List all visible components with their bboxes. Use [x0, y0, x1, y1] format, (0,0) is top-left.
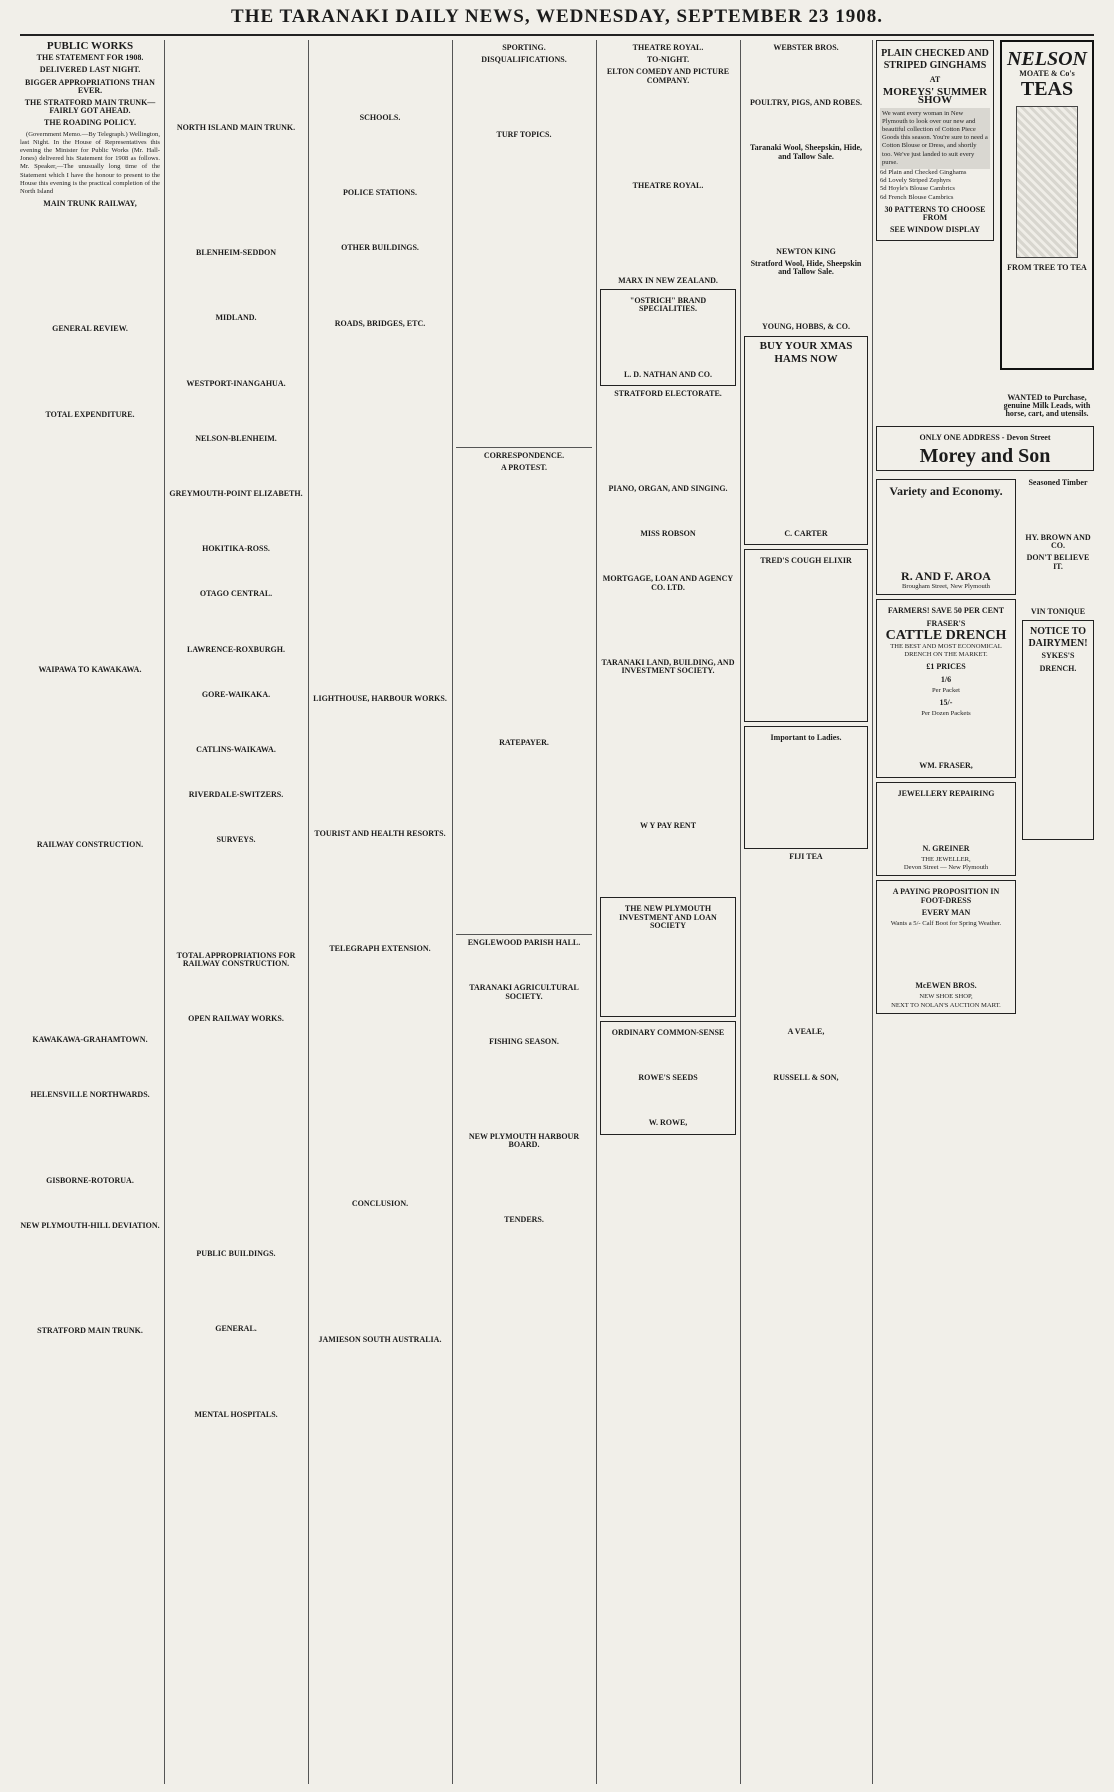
ad-heading: Variety and Economy. [889, 483, 1003, 498]
ad-heading: ELTON COMEDY AND PICTURE COMPANY. [606, 67, 730, 85]
ad-heading: WEBSTER BROS. [773, 43, 839, 52]
nathan-ad [600, 289, 736, 386]
mcewen-ad [876, 880, 1016, 1013]
text-block [456, 67, 592, 127]
section-heading: KAWAKAWA-GRAHAMTOWN. [32, 1035, 148, 1045]
text-block [456, 750, 592, 930]
section-heading: OTHER BUILDINGS. [341, 243, 419, 253]
text-block [744, 1040, 868, 1070]
ad-heading: YOUNG, HOBBS, & CO. [761, 322, 850, 332]
ad-heading: ROWE'S SEEDS [638, 1073, 698, 1083]
ad-text: Per Dozen Packets [921, 710, 971, 718]
ad-text: 1/6 [940, 674, 952, 684]
section-heading: LIGHTHOUSE, HARBOUR WORKS. [313, 693, 447, 703]
text-block [744, 164, 868, 244]
text-block [312, 256, 448, 316]
ad-heading: W Y PAY RENT [639, 821, 697, 831]
text-block [168, 848, 304, 948]
ad-heading: FIJI TEA [789, 852, 823, 862]
text-block [456, 475, 592, 735]
section-heading: TOURIST AND HEALTH RESORTS. [314, 829, 446, 839]
section-heading: TELEGRAPH EXTENSION. [329, 944, 431, 954]
ad-heading: WANTED to Purchase, genuine Milk Leads, with horse, cart, and utensils. [1003, 393, 1091, 419]
ad-heading: L. D. NATHAN AND CO. [623, 369, 713, 379]
section-heading: SPORTING. [502, 43, 546, 52]
section-heading: NEW PLYMOUTH HARBOUR BOARD. [468, 1132, 580, 1150]
masthead: THE TARANAKI DAILY NEWS, WEDNESDAY, SEPTEMBER 23 1908. [20, 6, 1094, 36]
section-heading: TENDERS. [504, 1215, 544, 1225]
text-block [748, 366, 864, 526]
text-block [456, 143, 592, 443]
section-heading: RAILWAY CONSTRUCTION. [36, 840, 144, 850]
text-block [1022, 574, 1094, 604]
text-block [880, 718, 1012, 758]
ad-text: THE BEST AND MOST ECONOMICAL DRENCH ON THE MARKET. [890, 643, 1002, 659]
ad-heading: Important to Ladies. [770, 733, 842, 743]
section-heading: SURVEYS. [216, 835, 256, 845]
column-divider [308, 40, 309, 1784]
section-heading: RATEPAYER. [499, 738, 549, 748]
text-block [456, 1004, 592, 1034]
ad-text: Devon Street — New Plymouth [903, 864, 989, 872]
text-block [600, 833, 736, 893]
text-block [1022, 490, 1094, 530]
text-block [168, 391, 304, 431]
section-heading: GENERAL. [215, 1324, 257, 1334]
rowe-seeds-ad [600, 1021, 736, 1135]
ad-heading: A VEALE, [787, 1027, 825, 1037]
ad-heading: BUY YOUR XMAS HAMS NOW [759, 339, 853, 365]
text-block [604, 933, 732, 1013]
ad-heading: MORTGAGE, LOAN AND AGENCY CO. LTD. [602, 574, 734, 592]
column-divider [452, 40, 453, 1784]
ad-heading: Seasoned Timber [1028, 477, 1088, 487]
divider [456, 447, 592, 448]
section-heading: WESTPORT-INANGAHUA. [186, 378, 286, 388]
ad-item: 6d Plain and Checked Ginghams [880, 169, 967, 177]
ad-heading: ORDINARY COMMON-SENSE [611, 1028, 725, 1038]
article-subhead: BIGGER APPROPRIATIONS THAN EVER. [25, 77, 155, 95]
ad-heading: Taranaki Wool, Sheepskin, Hide, and Tallow Sale. [749, 143, 863, 161]
text-block [604, 1040, 732, 1070]
table-block [20, 422, 160, 662]
text-block [604, 317, 732, 367]
section-heading: NELSON-BLENHEIM. [195, 433, 277, 443]
section-heading: JAMIESON SOUTH AUSTRALIA. [318, 1334, 442, 1344]
ad-heading: THEATRE ROYAL. [632, 43, 704, 52]
text-block [20, 852, 160, 1032]
column-divider [740, 40, 741, 1784]
text-block [744, 55, 868, 95]
ad-heading: JEWELLERY REPAIRING [897, 788, 995, 798]
section-heading: FISHING SEASON. [489, 1036, 559, 1046]
ad-heading: McEWEN BROS. [915, 981, 977, 991]
text-block [168, 1261, 304, 1321]
section-heading: PUBLIC BUILDINGS. [196, 1249, 276, 1259]
ladies-ad [744, 726, 868, 849]
ad-heading: MISS ROBSON [640, 529, 696, 539]
text-block [20, 211, 160, 321]
ad-heading: POULTRY, PIGS, AND ROBES. [749, 98, 863, 108]
text-block [456, 1049, 592, 1129]
ad-heading: TRED'S COUGH ELIXIR [760, 555, 852, 565]
text-block [1000, 370, 1094, 390]
ad-heading: RUSSELL & SON, [773, 1072, 839, 1082]
text-block [312, 40, 448, 110]
column-divider [596, 40, 597, 1784]
ad-heading: SYKES'S [1041, 651, 1075, 661]
ad-heading: TO-NIGHT. [646, 55, 690, 65]
section-heading: HELENSVILLE NORTHWARDS. [30, 1090, 150, 1100]
text-block [168, 802, 304, 832]
text-block [1026, 676, 1090, 836]
text-block [600, 496, 736, 526]
text-block [168, 971, 304, 1011]
article-subhead: THE STRATFORD MAIN TRUNK—FAIRLY GOT AHEAD. [24, 98, 156, 116]
text-block [168, 1337, 304, 1407]
ad-heading: DAIRYMEN! [1028, 638, 1088, 650]
column-7 [876, 40, 1094, 1784]
ad-heading: STRATFORD ELECTORATE. [614, 388, 722, 398]
jewellery-ad [876, 782, 1016, 877]
text-block [20, 1047, 160, 1087]
text-block [748, 745, 864, 845]
column-4 [456, 40, 592, 1784]
ad-text: FROM TREE TO TEA [1007, 263, 1087, 273]
section-heading: TARANAKI AGRICULTURAL SOCIETY. [469, 983, 579, 1001]
text-block [744, 110, 868, 140]
fraser-drench-ad [876, 599, 1016, 777]
text-block [456, 950, 592, 980]
text-block [312, 1212, 448, 1332]
text-block [880, 928, 1012, 978]
ad-heading: TARANAKI LAND, BUILDING, AND INVESTMENT SOCIETY. [601, 657, 735, 676]
section-heading: POLICE STATIONS. [343, 188, 417, 198]
section-heading: OPEN RAILWAY WORKS. [188, 1014, 284, 1024]
ad-text: Per Packet [931, 686, 960, 694]
text-block [20, 1103, 160, 1173]
text-block [312, 125, 448, 185]
aroa-ad [876, 479, 1016, 596]
ad-heading: C. CARTER [784, 528, 828, 538]
ad-heading: PLAIN CHECKED AND STRIPED GINGHAMS [881, 48, 989, 71]
text-block [168, 1026, 304, 1246]
nelson-teas-ad [1000, 40, 1094, 370]
section-heading: TOTAL EXPENDITURE. [45, 409, 135, 419]
text-block [20, 337, 160, 407]
divider [456, 934, 592, 935]
ad-text: 30 PATTERNS TO CHOOSE FROM [884, 204, 986, 223]
ad-heading: PIANO, ORGAN, AND SINGING. [608, 484, 728, 494]
ad-heading: W. ROWE, [648, 1118, 688, 1128]
section-heading: A PROTEST. [500, 462, 548, 472]
section-heading: MENTAL HOSPITALS. [194, 1409, 278, 1419]
section-heading: GREYMOUTH-POINT ELIZABETH. [169, 489, 303, 499]
loan-society-ad [600, 897, 736, 1017]
column-5 [600, 40, 736, 1784]
text-block [600, 88, 736, 178]
ad-heading: FARMERS! SAVE 50 PER CENT [887, 606, 1005, 616]
text-block [312, 706, 448, 826]
section-heading: SCHOOLS. [359, 113, 401, 122]
article-subhead: THE STATEMENT FOR 1908. [36, 53, 144, 63]
text-block [168, 501, 304, 541]
ad-text: AT [929, 75, 941, 84]
text-block [168, 260, 304, 310]
ad-item: 6d French Blouse Cambrics [880, 193, 954, 201]
section-heading: LAWRENCE-ROXBURGH. [186, 644, 285, 654]
ad-heading: FRASER'S [926, 618, 966, 628]
text-block [600, 193, 736, 273]
ad-heading: EVERY MAN [921, 907, 971, 917]
ad-heading: ONLY ONE ADDRESS - Devon Street [919, 432, 1051, 442]
text-block [168, 702, 304, 742]
section-heading: NEW PLYMOUTH-HILL DEVIATION. [20, 1220, 160, 1230]
section-heading: WAIPAWA TO KAWAKAWA. [38, 664, 142, 674]
text-block [880, 801, 1012, 841]
ad-heading: DON'T BELIEVE IT. [1026, 553, 1090, 571]
ad-heading: HY. BROWN AND CO. [1025, 533, 1091, 551]
text-block [744, 864, 868, 1024]
text-block [600, 595, 736, 655]
plain-ginghams-ad [876, 40, 994, 241]
ad-heading: VIN TONIQUE [1030, 606, 1086, 616]
ad-text: NEW SHOE SHOP, [919, 993, 973, 1001]
column-2 [168, 40, 304, 1784]
sykes-drench-ad [1022, 620, 1094, 840]
ad-text: Brougham Street, New Plymouth [902, 583, 990, 591]
section-heading: HOKITIKA-ROSS. [202, 544, 270, 554]
ad-text: THE JEWELLER, [921, 856, 971, 864]
ad-heading: Stratford Wool, Hide, Sheepskin and Tallow Sale. [750, 259, 862, 277]
ad-heading: Morey and Son [919, 444, 1051, 467]
ad-heading: MOREYS' SUMMER SHOW [882, 86, 988, 107]
ad-heading: THEATRE ROYAL. [632, 180, 704, 190]
morey-address-ad [876, 426, 1094, 471]
ad-item: 6d Lovely Striped Zephyrs [880, 177, 951, 185]
section-heading: TOTAL APPROPRIATIONS FOR RAILWAY CONSTRUCTION. [176, 950, 296, 968]
text-block [168, 602, 304, 642]
column-3 [312, 40, 448, 1784]
text-block [20, 1188, 160, 1218]
text-block [600, 401, 736, 481]
ad-text: 15/- [939, 698, 953, 708]
ad-heading: A PAYING PROPOSITION IN FOOT-DRESS [892, 887, 1000, 905]
article-body: (Government Memo.—By Telegraph.) Wellington, last Night. In the House of Representatives this evening the Minister for Public Works (Mr. Hall-Jones) delivered his Statement for 1908 as follows. Mr. Speaker,—The unusually long time of the Statement which I have the honour to present to the House this evening is the practical completion of the North Island [20, 130, 160, 196]
text-block [744, 279, 868, 319]
section-heading: CONCLUSION. [351, 1199, 409, 1209]
xmas-hams-ad [744, 336, 868, 545]
ad-text: £1 PRICES [926, 662, 966, 672]
article-subhead: DELIVERED LAST NIGHT. [39, 65, 141, 75]
cingalese-girl-illustration [1016, 106, 1078, 258]
ad-item: 5d Hoyle's Blouse Cambrics [880, 185, 955, 193]
section-heading: RIVERDALE-SWITZERS. [188, 790, 284, 800]
ad-heading: NEWTON KING [776, 246, 836, 256]
ad-heading: TEAS [1020, 78, 1074, 101]
text-block [20, 677, 160, 837]
ad-text: Wants a 5/- Calf Boot for Spring Weather. [890, 920, 1002, 928]
section-heading: NORTH ISLAND MAIN TRUNK. [176, 123, 296, 132]
column-1 [20, 40, 160, 1784]
text-block [600, 541, 736, 571]
text-block [880, 498, 1012, 568]
text-block [312, 841, 448, 941]
section-heading: GENERAL REVIEW. [52, 324, 128, 334]
section-heading: MIDLAND. [215, 313, 257, 323]
ad-heading: DRENCH. [1039, 663, 1077, 673]
article-title: PUBLIC WORKS [46, 40, 134, 52]
text-block [312, 956, 448, 1196]
text-block [748, 568, 864, 718]
ad-text: NEXT TO NOLAN'S AUCTION MART. [891, 1001, 1001, 1009]
article-subhead: THE ROADING POLICY. [44, 118, 136, 128]
text-block [312, 331, 448, 691]
section-heading: MAIN TRUNK RAILWAY, [43, 199, 137, 209]
ad-text: SEE WINDOW DISPLAY [889, 225, 981, 235]
ad-heading: N. GREINER [922, 843, 970, 853]
column-divider [164, 40, 165, 1784]
section-heading: BLENHEIM-SEDDON [195, 248, 276, 258]
cough-elixir-ad [744, 549, 868, 722]
text-block [168, 326, 304, 376]
text-block [604, 1085, 732, 1115]
ad-heading: R. AND F. AROA [901, 569, 991, 584]
column-divider [872, 40, 873, 1784]
column-6 [744, 40, 868, 1784]
ad-heading: MARX IN NEW ZEALAND. [618, 276, 718, 286]
section-heading: GORE-WAIKAKA. [201, 689, 271, 699]
section-heading: GISBORNE-ROTORUA. [46, 1175, 134, 1185]
ad-heading: WM. FRASER, [919, 761, 973, 771]
section-heading: OTAGO CENTRAL. [199, 589, 273, 599]
ad-heading: THE NEW PLYMOUTH INVESTMENT AND LOAN SOCIETY [619, 904, 717, 930]
text-block [168, 757, 304, 787]
ad-text: MOATE & Co's [1019, 69, 1075, 78]
section-heading: ENGLEWOOD PARISH HALL. [467, 938, 581, 948]
section-heading: DISQUALIFICATIONS. [481, 55, 567, 65]
ad-heading: "OSTRICH" BRAND SPECIALITIES. [629, 296, 707, 314]
text-block [168, 135, 304, 245]
text-block [168, 657, 304, 687]
text-block [20, 1233, 160, 1323]
section-heading: STRATFORD MAIN TRUNK. [37, 1326, 143, 1336]
section-heading: CORRESPONDENCE. [483, 450, 565, 460]
section-heading: CATLINS-WAIKAWA. [196, 745, 276, 755]
section-heading: ROADS, BRIDGES, ETC. [334, 318, 426, 328]
text-block [168, 40, 304, 120]
section-heading: TURF TOPICS. [496, 130, 552, 140]
text-block [312, 200, 448, 240]
ad-body: We want every woman in New Plymouth to look over our new and beautiful collection of Cotton Piece Goods this season. You're sure to need a Cotton Blouse or Dress, and shortly too. We've just landed to suit every purse. [880, 108, 990, 169]
text-block [600, 678, 736, 818]
text-block [168, 446, 304, 486]
text-block [168, 556, 304, 586]
ad-heading: CATTLE DRENCH [885, 627, 1007, 643]
ad-heading: NELSON [1006, 48, 1087, 70]
text-block [456, 1152, 592, 1212]
ad-heading: NOTICE TO [1029, 626, 1087, 638]
